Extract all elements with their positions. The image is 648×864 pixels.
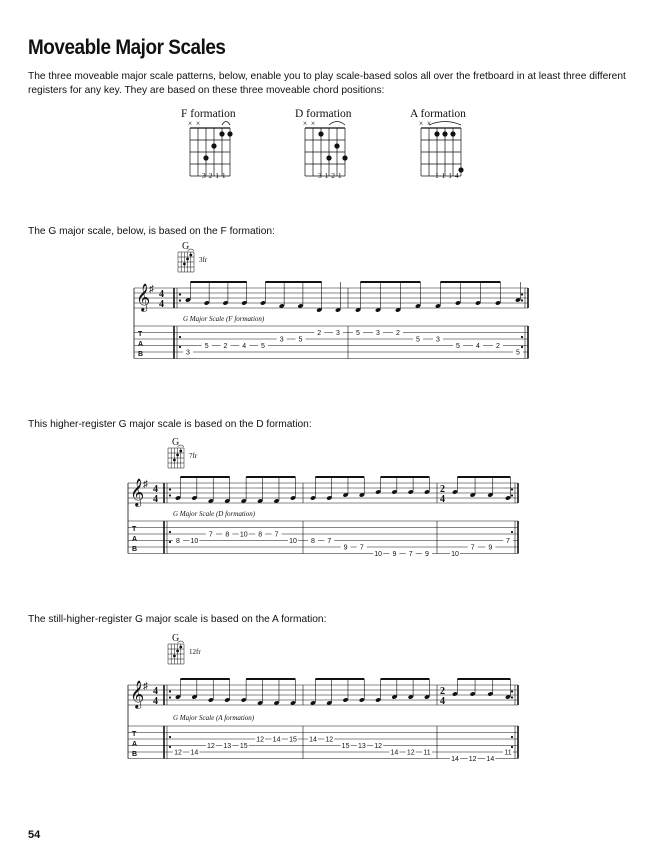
tab-clef-letter: B: [132, 751, 138, 758]
section-2-fret-marker: 7fr: [189, 452, 198, 460]
small-chord-arc: [188, 249, 194, 251]
tab-clef-letter: T: [132, 731, 137, 738]
repeat-dot: [169, 690, 171, 692]
chord-label-a: A formation: [410, 108, 466, 120]
section-2-chord-name: G: [172, 437, 180, 448]
chord-dot: [342, 155, 347, 160]
tab-fret-number: 7: [506, 538, 510, 545]
tab-fret-number: 12: [325, 736, 334, 744]
tab-fret-number: 10: [451, 551, 459, 558]
tab-fret-number: 15: [289, 736, 297, 744]
tab-clef-letter: T: [132, 526, 137, 533]
repeat-dot: [169, 736, 171, 738]
tab-clef-letter: T: [138, 331, 143, 338]
chord-dot: [450, 131, 455, 136]
chord-diagram-d: [303, 119, 348, 176]
repeat-dot: [511, 488, 513, 490]
repeat-dot: [521, 293, 523, 295]
chord-dot: [211, 143, 216, 148]
tab-fret-number: 9: [392, 551, 397, 558]
time-signature-top: 4: [159, 289, 164, 300]
key-signature-sharp: ♯: [149, 284, 154, 295]
tab-fret-number: 15: [341, 743, 350, 750]
tab-fret-number: 5: [356, 330, 360, 337]
repeat-dot: [169, 531, 171, 533]
chord-mute-mark: ×: [426, 119, 432, 128]
tab-clef-letter: B: [138, 351, 144, 358]
time-signature-bottom: 4: [153, 494, 158, 505]
tab-fret-number: 14: [272, 736, 281, 744]
repeat-dot: [169, 541, 171, 543]
tab-fret-number: 12: [256, 736, 265, 744]
tab-fret-number: 3: [186, 349, 190, 357]
tab-fret-number: 2: [317, 330, 322, 337]
section-caption-3: The still-higher-register G major scale is based on the A formation:: [28, 614, 327, 625]
repeat-dot: [179, 346, 181, 348]
small-chord-dot: [189, 254, 192, 257]
tab-fret-number: 14: [309, 736, 317, 744]
chord-mute-mark: ×: [418, 119, 424, 128]
tab-fret-number: 2: [223, 343, 228, 350]
tab-fret-number: 2: [396, 330, 400, 337]
repeat-dot: [511, 736, 513, 738]
tab-fret-number: 7: [274, 531, 279, 539]
section-3-chord-diagram: [168, 641, 184, 664]
repeat-dot: [511, 494, 513, 496]
chord-mute-mark: ×: [195, 119, 201, 128]
time-signature-top: 2: [440, 686, 445, 697]
time-signature-bottom: 4: [440, 494, 445, 505]
small-chord-dot: [176, 454, 179, 457]
repeat-dot: [521, 346, 523, 348]
tab-fret-number: 11: [423, 749, 431, 757]
chord-barre-arc: [429, 122, 461, 126]
tab-fret-number: 12: [468, 756, 477, 763]
tab-fret-number: 3: [336, 330, 340, 337]
tab-fret-number: 5: [204, 343, 209, 350]
section-2-scale-label: G Major Scale (D formation): [173, 510, 256, 518]
chord-fingering-f: 3 2 1 1: [202, 171, 227, 180]
repeat-dot: [169, 488, 171, 490]
small-chord-dot: [179, 646, 182, 649]
repeat-dot: [169, 494, 171, 496]
tab-fret-number: 2: [496, 343, 500, 350]
chord-barre-arc: [222, 122, 230, 126]
chord-diagram-f: [188, 119, 233, 176]
tab-fret-number: 4: [476, 343, 480, 350]
tab-fret-number: 12: [406, 749, 415, 757]
chord-mute-mark: ×: [187, 119, 193, 128]
chord-dot: [458, 167, 463, 172]
repeat-dot: [179, 299, 181, 301]
section-caption-2: This higher-register G major scale is based on the D formation:: [28, 419, 312, 430]
section-3-scale-label: G Major Scale (A formation): [173, 714, 255, 722]
tab-clef-letter: B: [132, 546, 138, 553]
key-signature-sharp: ♯: [143, 479, 148, 490]
chord-dot: [434, 131, 439, 136]
tab-fret-number: 12: [174, 749, 182, 757]
intro-text: The three moveable major scale patterns, below, enable you to play scale-based solos all over the fretboard in at least three different registers for any key. They are based on these three moveable chord positions:: [28, 71, 626, 96]
tab-fret-number: 11: [504, 749, 512, 757]
tab-fret-number: 5: [516, 349, 520, 357]
tab-fret-number: 14: [451, 756, 459, 763]
tab-fret-number: 3: [436, 336, 440, 344]
chord-label-d: D formation: [295, 108, 352, 120]
chord-dot: [219, 131, 224, 136]
section-caption-1: The G major scale, below, is based on the F formation:: [28, 226, 275, 237]
treble-clef-icon: 𝄞: [130, 682, 145, 708]
repeat-dot: [511, 690, 513, 692]
tab-fret-number: 10: [190, 538, 199, 545]
tab-fret-number: 5: [416, 336, 420, 344]
time-signature-top: 4: [153, 686, 158, 697]
section-3-chord-name: G: [172, 633, 180, 644]
tab-fret-number: 9: [425, 551, 429, 558]
tab-fret-number: 8: [258, 531, 263, 539]
tab-fret-number: 8: [225, 531, 230, 539]
tab-fret-number: 13: [223, 743, 232, 750]
chord-mute-mark: ×: [302, 119, 308, 128]
tab-fret-number: 14: [390, 749, 399, 757]
tab-fret-number: 10: [239, 531, 248, 539]
repeat-dot: [169, 746, 171, 748]
section-1-chord-name: G: [182, 241, 190, 252]
tab-fret-number: 10: [374, 551, 383, 558]
repeat-dot: [179, 293, 181, 295]
tab-fret-number: 3: [279, 336, 284, 344]
tab-fret-number: 9: [343, 544, 348, 552]
tab-fret-number: 7: [470, 544, 475, 552]
page-title: Moveable Major Scales: [28, 36, 226, 59]
chord-dot: [334, 143, 339, 148]
tab-fret-number: 7: [327, 538, 332, 545]
small-chord-dot: [176, 650, 179, 653]
small-chord-dot: [173, 459, 176, 462]
treble-clef-icon: 𝄞: [136, 285, 151, 311]
section-2-chord-diagram: [168, 445, 184, 468]
chord-label-f: F formation: [181, 108, 236, 120]
repeat-dot: [521, 336, 523, 338]
repeat-dot: [169, 696, 171, 698]
time-signature-top: 4: [153, 484, 158, 495]
small-chord-dot: [179, 450, 182, 453]
treble-clef-icon: 𝄞: [130, 480, 145, 506]
tab-clef-letter: A: [132, 741, 138, 748]
tab-fret-number: 9: [488, 544, 493, 552]
section-1-scale-label: G Major Scale (F formation): [183, 315, 265, 323]
tab-fret-number: 10: [289, 538, 297, 545]
tab-fret-number: 12: [374, 743, 383, 750]
tab-fret-number: 7: [359, 544, 364, 552]
section-1-chord-diagram: [178, 249, 194, 272]
tab-fret-number: 8: [176, 538, 180, 545]
tab-fret-number: 5: [456, 343, 460, 350]
tab-fret-number: 7: [208, 531, 213, 539]
chord-barre-arc: [329, 122, 345, 126]
chord-dot: [203, 155, 208, 160]
chord-diagram-a: [419, 119, 464, 176]
tab-fret-number: 13: [357, 743, 366, 750]
small-chord-dot: [186, 258, 189, 261]
tab-fret-number: 3: [376, 330, 380, 337]
tab-fret-number: 12: [206, 743, 215, 750]
repeat-dot: [511, 746, 513, 748]
tab-fret-number: 8: [311, 538, 315, 545]
chord-dot: [326, 155, 331, 160]
tab-fret-number: 15: [239, 743, 248, 750]
tab-fret-number: 5: [261, 343, 265, 350]
time-signature-bottom: 4: [153, 696, 158, 707]
repeat-dot: [179, 336, 181, 338]
tab-clef-letter: A: [132, 536, 138, 543]
small-chord-arc: [178, 641, 184, 643]
small-chord-dot: [173, 655, 176, 658]
tab-fret-number: 7: [408, 551, 413, 558]
time-signature-bottom: 4: [159, 299, 164, 310]
repeat-dot: [511, 531, 513, 533]
small-chord-arc: [178, 445, 184, 447]
tab-fret-number: 14: [190, 749, 199, 757]
page-number: 54: [28, 829, 41, 841]
small-chord-dot: [183, 263, 186, 266]
repeat-dot: [521, 299, 523, 301]
tab-clef-letter: A: [138, 341, 144, 348]
time-signature-top: 2: [440, 484, 445, 495]
time-signature-bottom: 4: [440, 696, 445, 707]
chord-fingering-d: 3 1 2 1: [318, 171, 343, 180]
section-1-fret-marker: 3fr: [199, 256, 208, 264]
chord-mute-mark: ×: [310, 119, 316, 128]
section-3-fret-marker: 12fr: [189, 648, 201, 656]
chord-fingering-a: 1 1 1 4: [435, 171, 460, 180]
chord-dot: [227, 131, 232, 136]
chord-dot: [318, 131, 323, 136]
tab-fret-number: 5: [298, 336, 303, 344]
chord-dot: [442, 131, 447, 136]
repeat-dot: [511, 696, 513, 698]
tab-fret-number: 14: [486, 756, 495, 763]
tab-fret-number: 4: [242, 343, 247, 350]
key-signature-sharp: ♯: [143, 681, 148, 692]
